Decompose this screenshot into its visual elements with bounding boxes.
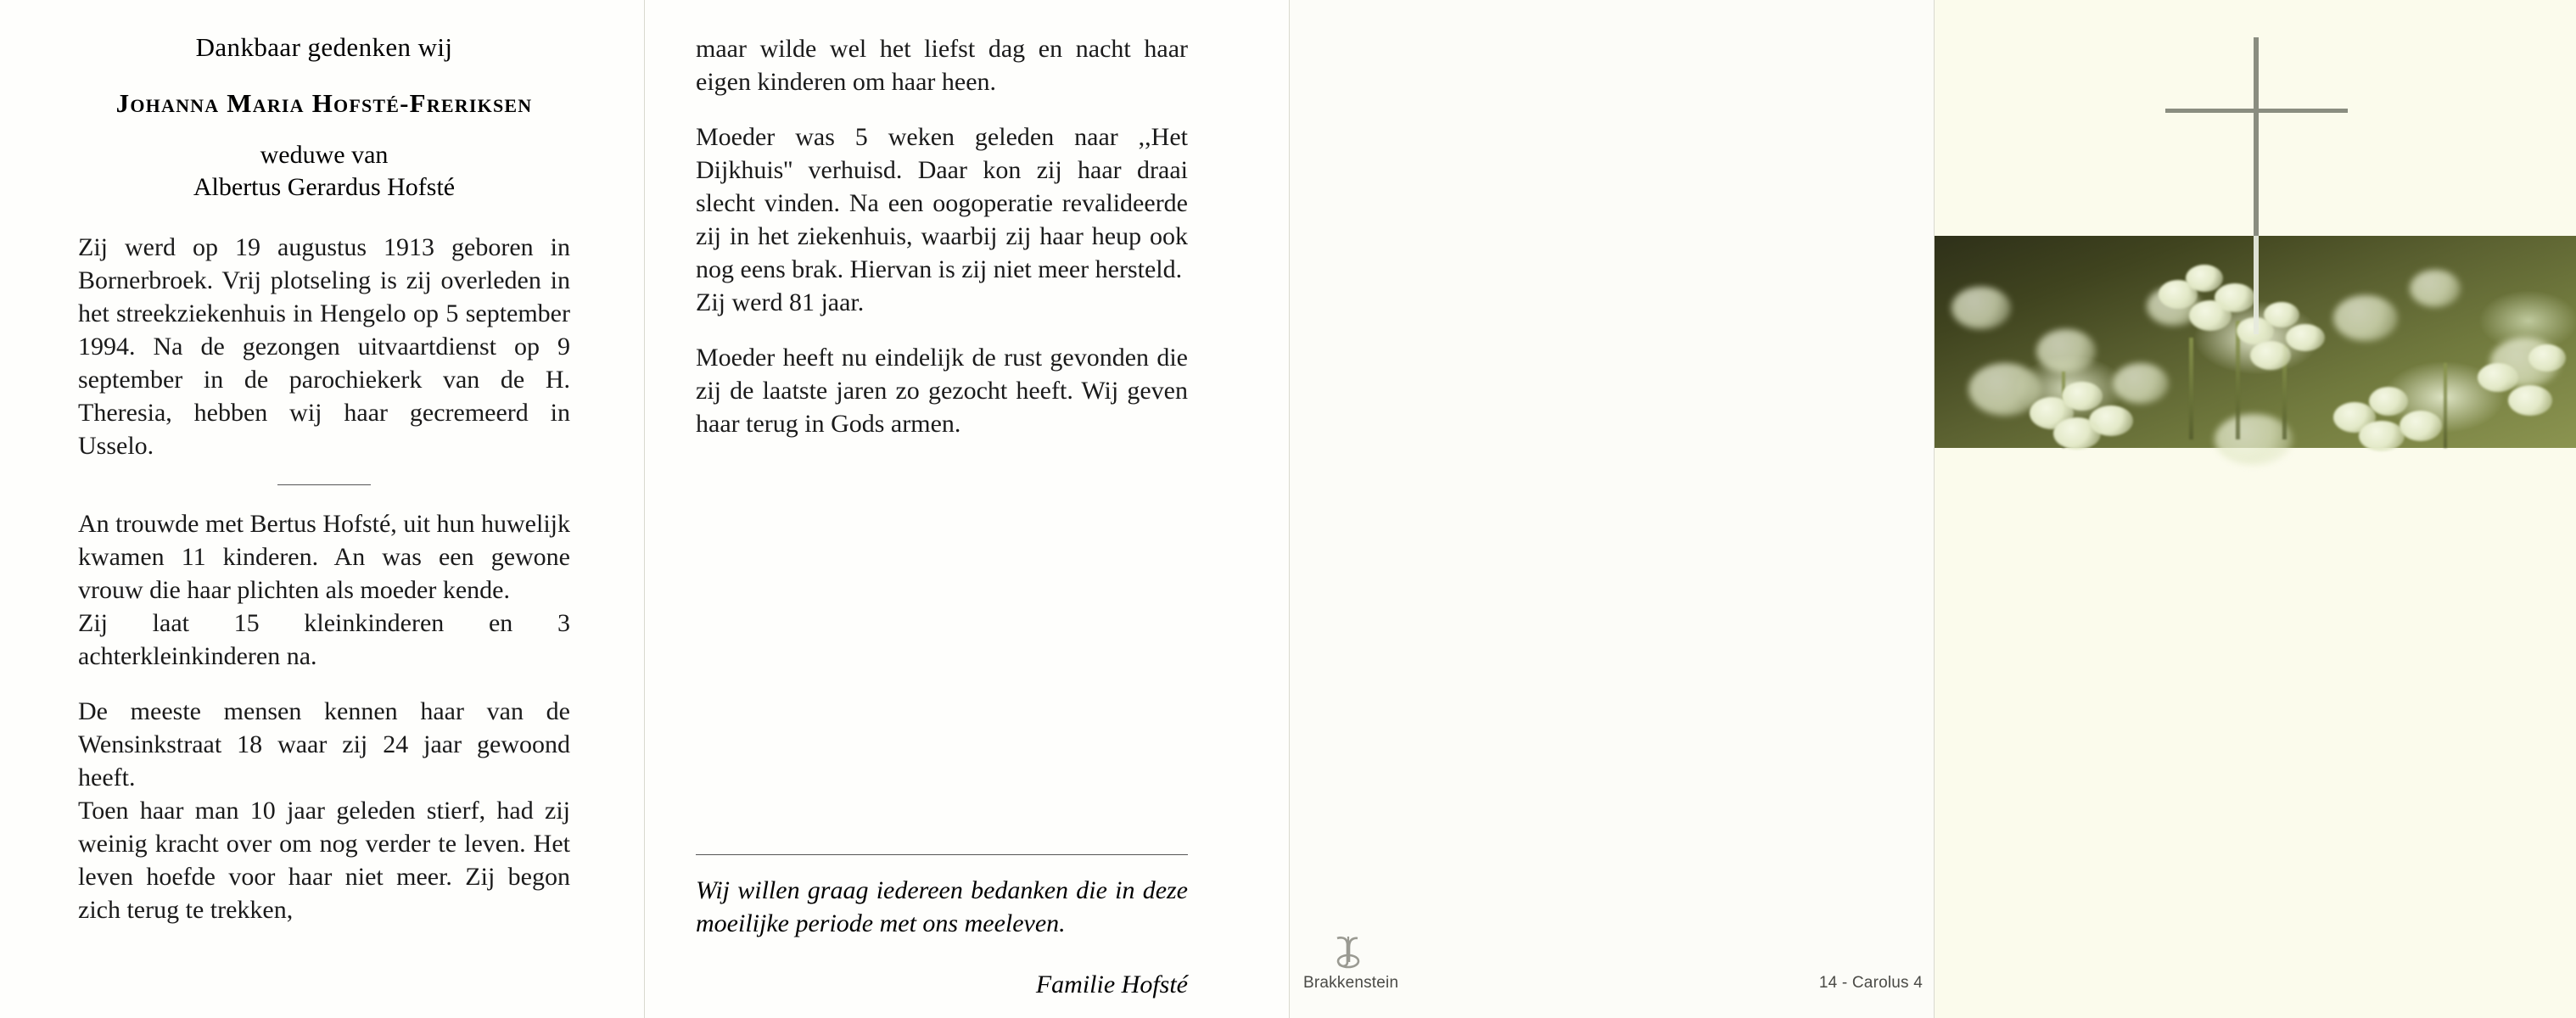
spouse-name: Albertus Gerardus Hofsté	[193, 173, 456, 201]
panel1-paragraph-5: Toen haar man 10 jaar geleden stierf, had zij weinig kracht over om nog verder te leven. Het leven hoefde voor haar niet meer. Zij begon zich terug te trekken,	[78, 797, 570, 924]
panel3-footer	[1290, 933, 1935, 1001]
panel-blank-back	[1290, 0, 1935, 1018]
panel1-paragraph-1: Zij werd op 19 augustus 1913 geboren in Bornerbroek. Vrij plotseling is zij overleden in het streekziekenhuis in Hengelo op 5 september 1994. Na de gezongen uitvaartdienst op 9 september in de parochiekerk van de H. Theresia, hebben wij haar gecremeerd in Usselo.	[78, 233, 570, 460]
panel-left-text	[0, 0, 645, 1018]
brakkenstein-logo-icon	[1329, 933, 1368, 970]
panel2-thanks-block	[696, 854, 1188, 999]
panel1-paragraph-4: De meeste mensen kennen haar van de Wensinkstraat 18 waar zij 24 jaar gewoond heeft.	[78, 697, 570, 791]
deceased-name: Johanna Maria Hofsté-Freriksen	[115, 88, 533, 118]
panel2-paragraph-4: Moeder heeft nu eindelijk de rust gevonden die zij de laatste jaren zo gezocht heeft. Wij geven haar terug in Gods armen.	[696, 344, 1188, 438]
panel2-content	[696, 32, 1188, 462]
thanks-note: Wij willen graag iedereen bedanken die in deze moeilijke periode met ons meeleven.	[696, 876, 1188, 937]
catalog-code: 14 - Carolus 4	[1818, 974, 1923, 992]
panel2-paragraph-1: maar wilde wel het liefst dag en nacht haar eigen kinderen om haar heen.	[696, 35, 1188, 96]
printer-name: Brakkenstein	[1303, 974, 1399, 992]
cross-icon-vertical-overlay	[2254, 236, 2259, 334]
family-signature: Familie Hofsté	[1035, 970, 1188, 998]
divider-rule	[277, 484, 371, 485]
divider-rule-wide	[696, 854, 1188, 855]
heading-dankbaar: Dankbaar gedenken wij	[195, 32, 453, 62]
panel-second-text	[645, 0, 1290, 1018]
panel1-paragraph-2: An trouwde met Bertus Hofsté, uit hun huwelijk kwamen 11 kinderen. An was een gewone vrouw die haar plichten als moeder kende.	[78, 510, 570, 604]
panel2-paragraph-2: Moeder was 5 weken geleden naar ,,Het Dijkhuis'' verhuisd. Daar kon zij haar draai slecht vinden. Na een oogoperatie revalideerde zij in het ziekenhuis, waarbij zij haar heup ook nog eens brak. Hiervan is zij niet meer hersteld.	[696, 123, 1188, 283]
panel1-content	[78, 32, 570, 948]
widow-label: weduwe van	[260, 141, 389, 169]
panel-cover-image	[1935, 0, 2576, 1018]
panel1-paragraph-3: Zij laat 15 kleinkinderen en 3 achterkleinkinderen na.	[78, 609, 570, 670]
cross-icon-horizontal	[2165, 109, 2348, 113]
panel2-paragraph-3: Zij werd 81 jaar.	[696, 288, 865, 316]
